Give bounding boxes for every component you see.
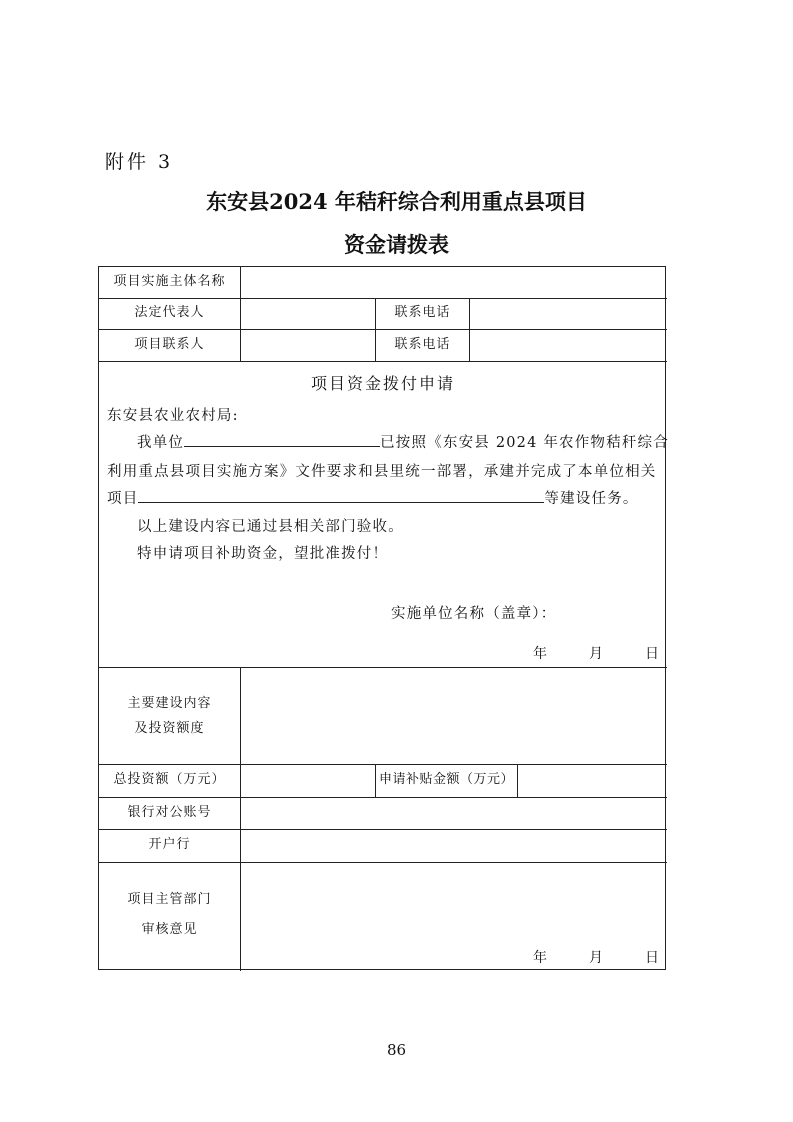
label-main-content-line2: 及投资额度 [134, 721, 205, 736]
label-main-content [99, 687, 240, 747]
field-department-review[interactable] [241, 863, 667, 971]
label-project-contact: 项目联系人 [134, 336, 205, 352]
signature-label: 实施单位名称（盖章）： [391, 606, 557, 622]
attachment-label: 附件 3 [105, 151, 174, 173]
label-subsidy-amount: 申请补贴金额（万元） [378, 772, 514, 788]
project-name-blank[interactable] [138, 488, 544, 503]
field-opening-bank[interactable] [241, 829, 667, 862]
field-contact-phone[interactable] [470, 329, 667, 361]
review-date-day: 日 [645, 950, 659, 966]
label-phone: 联系电话 [394, 305, 451, 321]
page-number: 86 [386, 1041, 407, 1059]
label-department-review-line2: 审核意见 [141, 922, 198, 937]
line3-suffix: 等建设任务。 [544, 491, 639, 507]
field-subsidy-amount[interactable] [518, 764, 667, 797]
review-date-year: 年 [533, 950, 547, 966]
field-project-entity[interactable] [241, 267, 667, 298]
line1-suffix: 已按照《东安县 2024 年农作物秸秆综合 [380, 435, 669, 451]
application-title: 项目资金拨付申请 [310, 373, 455, 393]
application-line-4: 以上建设内容已通过县相关部门验收。 [137, 519, 404, 535]
fund-request-form [98, 266, 669, 970]
date-year: 年 [533, 646, 547, 662]
application-line-3 [107, 487, 639, 508]
line1-prefix: 我单位 [137, 435, 185, 451]
review-date-month: 月 [589, 950, 603, 966]
label-legal-representative: 法定代表人 [134, 305, 205, 321]
document-title: 东安县2024 年秸秆综合利用重点县项目 [206, 189, 587, 214]
label-bank-account: 银行对公账号 [127, 804, 212, 820]
label-project-entity: 项目实施主体名称 [113, 274, 226, 290]
label-department-review-line1: 项目主管部门 [127, 892, 212, 908]
document-subtitle: 资金请拨表 [344, 232, 449, 257]
unit-name-blank[interactable] [184, 432, 380, 447]
field-main-content[interactable] [241, 668, 667, 764]
label-contact-phone: 联系电话 [394, 336, 451, 352]
application-line-2: 利用重点县项目实施方案》文件要求和县里统一部署，承建并完成了本单位相关 [107, 464, 657, 480]
addressee: 东安县农业农村局: [107, 408, 239, 424]
field-phone[interactable] [470, 298, 667, 329]
application-line-1 [137, 431, 669, 452]
label-opening-bank: 开户行 [148, 837, 191, 853]
date-day: 日 [645, 646, 659, 662]
label-total-investment: 总投资额（万元） [113, 772, 226, 788]
field-bank-account[interactable] [241, 797, 667, 829]
row-divider [99, 361, 667, 362]
label-department-review [99, 885, 240, 945]
field-legal-representative[interactable] [241, 298, 375, 329]
field-project-contact[interactable] [241, 329, 375, 361]
application-line-5: 特申请项目补助资金，望批准拨付！ [137, 546, 389, 562]
label-main-content-line1: 主要建设内容 [127, 696, 212, 712]
line3-prefix: 项目 [107, 491, 139, 507]
date-month: 月 [589, 646, 603, 662]
field-total-investment[interactable] [241, 764, 375, 797]
